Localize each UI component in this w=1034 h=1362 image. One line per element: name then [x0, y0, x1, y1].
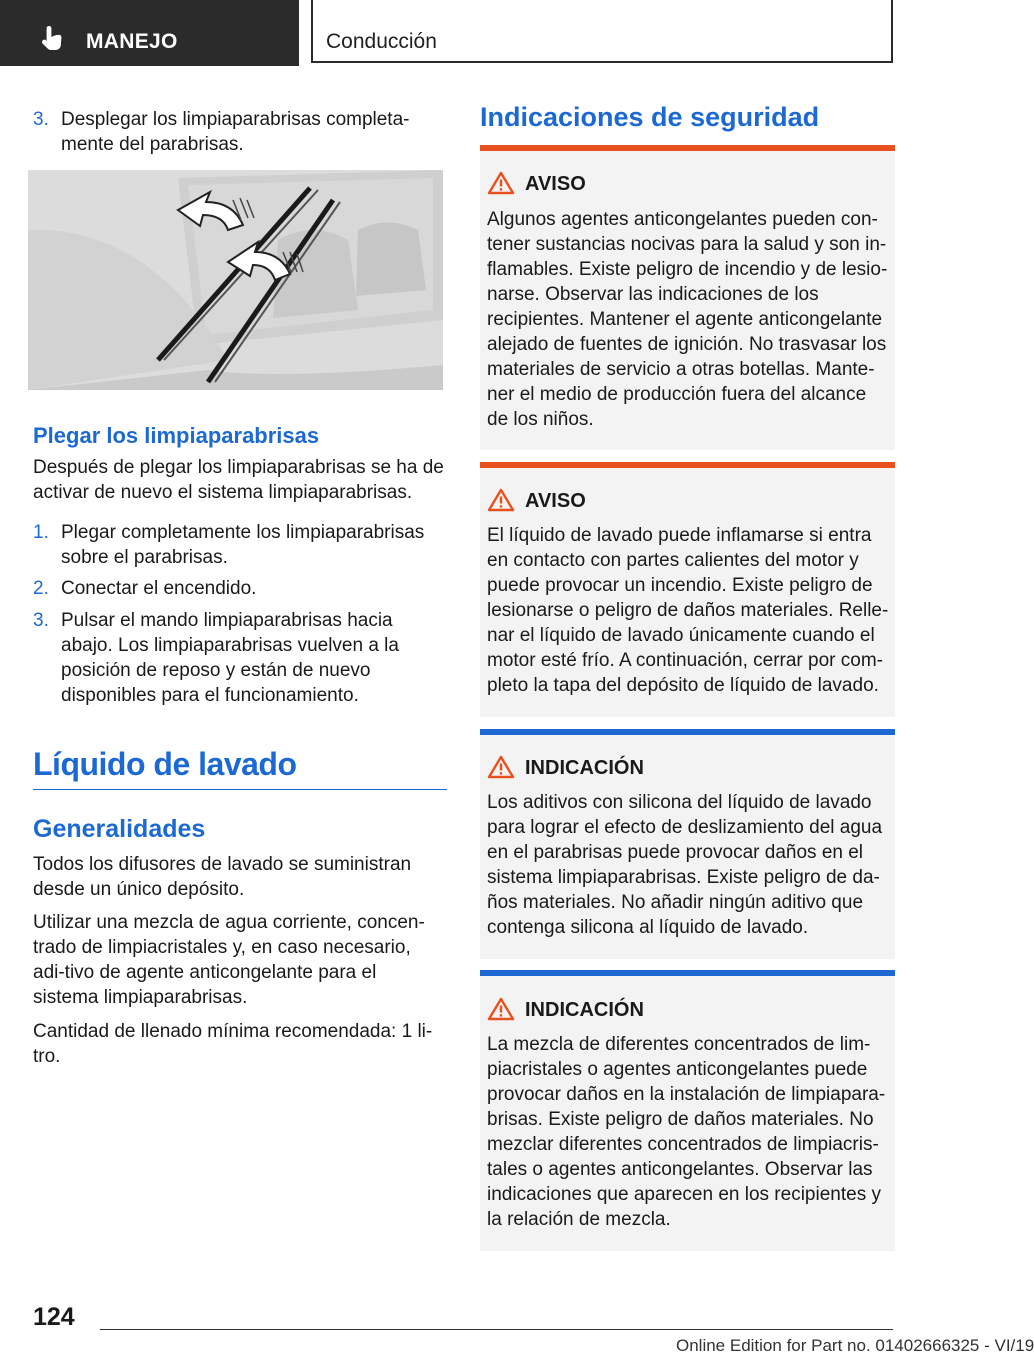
notice-label: INDICACIÓN — [525, 757, 644, 779]
washer-p3: Cantidad de llenado mínima recomendada: 1 li-tro. — [33, 1021, 433, 1067]
step-text: Desplegar los limpiaparabrisas completa-mente del parabrisas. — [61, 109, 410, 155]
notice-box — [480, 145, 895, 450]
notice-label: AVISO — [525, 173, 586, 195]
notice-bar — [480, 729, 895, 735]
step-text: Pulsar el mando limpiaparabrisas hacia abajo. Los limpiaparabrisas vuelven a la posición de reposo y están de nuevo disponibles para el funcionamiento. — [61, 610, 399, 706]
chapter-label: Conducción — [326, 30, 437, 53]
warning-triangle-icon — [487, 997, 515, 1021]
notice-text: Los aditivos con silicona del líquido de lavado para lograr el efecto de deslizamiento del agua en el parabrisas puede provocar daños en el sistema limpiaparabrisas. Existe peligro de da-ños materiales. No añadir ningún aditivo que contenga silicona al líquido de lavado. — [487, 792, 883, 938]
warning-triangle-icon — [487, 171, 515, 195]
footer-rule — [100, 1329, 893, 1330]
notice-text: Algunos agentes anticongelantes pueden con-tener sustancias nocivas para la salud y son in-flamables. Existe peligro de incendio y de lesio-narse. Observar las indicaciones de los recipientes. Mantener el agente anticongelante alejado de fuentes de ignición. No trasvasar los materiales de servicio a otras botellas. Mante-ner el medio de producción fuera del alcance de los niños. — [487, 209, 888, 430]
notice-box — [480, 970, 895, 1251]
step-number: 3. — [33, 109, 49, 130]
fold-heading: Plegar los limpiaparabrisas — [33, 423, 320, 448]
notice-box — [480, 729, 895, 959]
notice-bar — [480, 145, 895, 151]
page-number: 124 — [33, 1303, 75, 1331]
fold-intro: Después de plegar los limpiaparabrisas se ha de activar de nuevo el sistema limpiaparabrisas. — [33, 457, 444, 503]
warning-triangle-icon — [487, 755, 515, 779]
step-number: 3. — [33, 610, 49, 631]
notice-label: INDICACIÓN — [525, 999, 644, 1021]
hand-pointer-icon — [40, 24, 66, 54]
step-text: Plegar completamente los limpiaparabrisas sobre el parabrisas. — [61, 522, 425, 568]
notice-bar — [480, 462, 895, 468]
general-heading: Generalidades — [33, 815, 206, 843]
safety-title: Indicaciones de seguridad — [480, 102, 820, 132]
step-number: 2. — [33, 578, 49, 599]
chapter-header — [311, 0, 893, 63]
notice-label: AVISO — [525, 490, 586, 512]
title-rule — [33, 789, 447, 790]
notice-box — [480, 462, 895, 717]
washer-p2: Utilizar una mezcla de agua corriente, concen-trado de limpiacristales y, en caso necesario, adi-tivo de agente anticongelante para el sistema limpiaparabrisas. — [33, 912, 425, 1008]
section-tab[interactable] — [0, 0, 299, 66]
step-number: 1. — [33, 522, 49, 543]
wiper-illustration — [28, 170, 443, 390]
washer-p1: Todos los difusores de lavado se suministran desde un único depósito. — [33, 854, 412, 900]
step-text: Conectar el encendido. — [61, 578, 257, 599]
notice-text: La mezcla de diferentes concentrados de lim-piacristales o agentes anticongelantes puede provocar daños en la instalación de limpiapara-brisas. Existe peligro de daños materiales. No mezclar diferentes concentrados de limpiacris-tales o agentes anticongelantes. Observar las indicaciones que aparecen en los recipientes y la relación de mezcla. — [487, 1034, 886, 1230]
warning-triangle-icon — [487, 488, 515, 512]
washer-title: Líquido de lavado — [33, 746, 297, 782]
section-label: MANEJO — [86, 30, 178, 53]
notice-text: El líquido de lavado puede inflamarse si entra en contacto con partes calientes del motor y puede provocar un incendio. Existe peligro de lesionarse o peligro de daños materiales. Relle-nar el líquido de lavado únicamente cuando el motor esté frío. A continuación, cerrar por com-pleto la tapa del depósito de líquido de lavado. — [487, 525, 889, 696]
notice-bar — [480, 970, 895, 976]
edition-text: Online Edition for Part no. 01402666325 - VI/19 — [676, 1336, 1034, 1355]
